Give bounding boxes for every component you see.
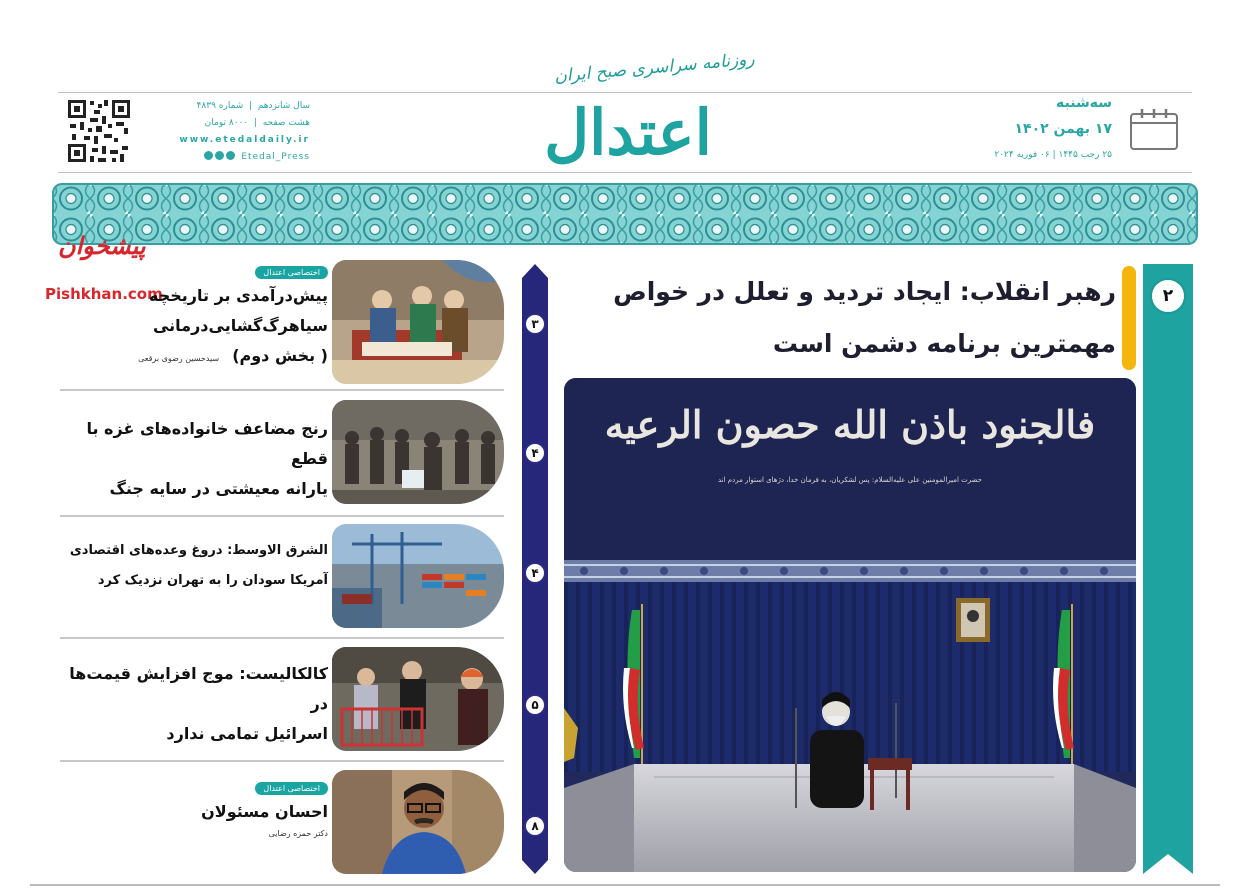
story-title-line[interactable]: یارانه معیشتی در سایه جنگ (109, 479, 328, 498)
story-title-line[interactable]: ( بخش دوم) (232, 346, 328, 365)
story-thumbnail[interactable] (332, 647, 504, 751)
main-headline[interactable]: رهبر انقلاب: ایجاد تردید و تعلل در خواص مهمترین برنامه دشمن است (613, 277, 1116, 358)
watermark-english[interactable]: Pishkhan.com (45, 285, 163, 303)
page-strip-teal (1143, 264, 1193, 874)
story-title-line[interactable]: آمریکا سودان را به تهران نزدیک کرد (97, 573, 328, 588)
logo-title: اعتدال (544, 96, 712, 169)
story-thumbnail[interactable] (332, 260, 504, 384)
decorative-pattern-band (52, 183, 1198, 245)
story-item[interactable] (60, 647, 504, 751)
website-link[interactable]: www.etedaldaily.ir (179, 135, 310, 145)
story-item[interactable] (60, 260, 504, 384)
story-5-page-number[interactable]: ۸ (524, 815, 546, 837)
story-3-page-number[interactable]: ۴ (524, 562, 546, 584)
issue-label: شماره ۴۸۳۹ (196, 101, 244, 111)
telegram-icon[interactable] (215, 151, 224, 160)
photo-banner-calligraphy: فالجنود باذن الله حصون الرعیه (604, 402, 1096, 447)
twitter-icon[interactable] (226, 151, 235, 160)
story-title-line[interactable]: پیش‌درآمدی بر تاریخچه (149, 286, 328, 305)
qr-code[interactable] (66, 98, 132, 164)
bottom-rule (30, 884, 1220, 886)
masthead-bottom-rule (58, 172, 1192, 173)
story-thumbnail[interactable] (332, 770, 504, 874)
story-title-line[interactable]: اسرائیل تمامی ندارد (166, 724, 328, 743)
story-title-line[interactable]: کالکالیست: موج افزایش قیمت‌ها در (69, 664, 328, 713)
story-thumbnail[interactable] (332, 524, 504, 628)
story-title-line[interactable]: احسان مسئولان (201, 802, 328, 821)
price-label: ۸۰۰۰ تومان (204, 118, 249, 128)
story-title-line[interactable]: الشرق الاوسط: دروغ وعده‌های اقتصادی (69, 543, 328, 558)
story-thumbnail[interactable] (332, 400, 504, 504)
story-item[interactable] (60, 770, 504, 874)
year-label: سال شانزدهم (257, 101, 310, 111)
story-1-page-number[interactable]: ۳ (524, 313, 546, 335)
story-4-page-number[interactable]: ۵ (524, 694, 546, 716)
story-title-line[interactable]: رنج مضاعف خانواده‌های غزه با قطع (86, 419, 328, 468)
calendar-icon (1128, 106, 1180, 152)
photo-banner-caption: حضرت امیرالمومنین علی علیه‌السلام: پس لشکریان، به فرمان خدا، دژهای استوار مردم اند (717, 476, 983, 484)
story-separator (60, 760, 504, 762)
main-story-page-number[interactable]: ۲ (1150, 278, 1186, 314)
watermark-persian: پیشخوان (58, 232, 146, 260)
exclusive-tag: اختصاصی اعتدال (255, 266, 328, 279)
headline-accent-bar (1122, 266, 1136, 370)
day-name: سه‌شنبه (1056, 95, 1112, 111)
story-separator (60, 515, 504, 517)
instagram-icon[interactable] (204, 151, 213, 160)
story-separator (60, 389, 504, 391)
story-author: سیدحسین رضوی برقعی (138, 354, 220, 363)
social-handle[interactable]: Etedal_Press (241, 152, 310, 162)
story-author: دکتر حمزه رضایی (268, 829, 328, 838)
main-story-photo[interactable] (564, 378, 1136, 872)
logo-subtitle: روزنامه سراسری صبح ایران (553, 49, 756, 87)
exclusive-tag: اختصاصی اعتدال (255, 782, 328, 795)
story-separator (60, 637, 504, 639)
story-title-line[interactable]: سیاهرگ‌گشایی‌درمانی (152, 316, 328, 335)
story-item[interactable] (60, 400, 504, 504)
date-shamsi: ۱۷ بهمن ۱۴۰۲ (1014, 121, 1112, 137)
newspaper-logo[interactable] (498, 80, 758, 172)
pages-label: هشت صفحه (262, 118, 310, 128)
issue-meta: سال شانزدهم | شماره ۴۸۳۹ هشت صفحه | ۸۰۰۰ تومان www.etedaldaily.ir Etedal_Press (140, 98, 310, 166)
story-2-page-number[interactable]: ۴ (524, 442, 546, 464)
date-hijri-gregorian: ۲۵ رجب ۱۴۴۵ | ۰۶ فوریه ۲۰۲۴ (994, 150, 1112, 160)
story-item[interactable] (60, 524, 504, 628)
